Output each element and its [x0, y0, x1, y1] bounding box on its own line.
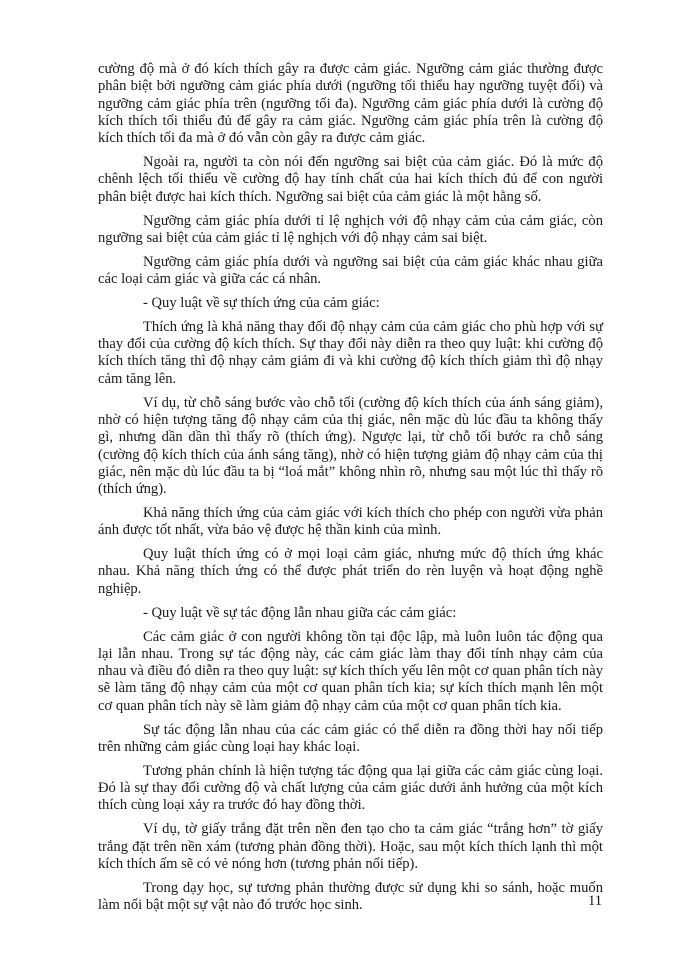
- paragraph-adaptation-benefit: Khả năng thích ứng của cảm giác với kích thích cho phép con người vừa phản ánh được tốt nhất, vừa bảo vệ được hệ thần kinh của mình.: [98, 504, 603, 539]
- paragraph-contrast-teaching: Trong dạy học, sự tương phản thường được sử dụng khi so sánh, hoặc muốn làm nổi bật một sự vật nào đó trước học sinh.: [98, 879, 603, 914]
- paragraph-contrast-example: Ví dụ, tờ giấy trắng đặt trên nền đen tạo cho ta cảm giác “trắng hơn” tờ giấy trắng đặt trên nền xám (tương phản đồng thời). Hoặc, sau một kích thích lạnh thì một kích thích ấm sẽ có vẻ nóng hơn (tương phản nối tiếp).: [98, 821, 603, 872]
- heading-adaptation-law: - Quy luật về sự thích ứng của cảm giác:: [143, 294, 380, 311]
- paragraph-continuation: cường độ mà ở đó kích thích gây ra được cảm giác. Ngưỡng cảm giác thường được phân biệt bởi ngưỡng cảm giác phía dưới (ngưỡng tối thiểu hay ngưỡng tuyệt đối) và ngưỡng cảm giác phía trên (ngưỡng tối đa). Ngưỡng cảm giác phía dưới là cường độ kích thích tối thiểu đủ để gây ra cảm giác. Ngưỡng cảm giác phía trên là cường độ kích thích tối đa mà ở đó vẫn còn gây ra được cảm giác.: [98, 61, 603, 147]
- paragraph-interaction-definition: Các cảm giác ở con người không tồn tại độc lập, mà luôn luôn tác động qua lại lẫn nhau. Trong sự tác động này, các cảm giác làm thay đổi tính nhạy cảm của nhau và điều đó diễn ra theo quy luật: sự kích thích yếu lên một cơ quan phân tích này sẽ làm tăng độ nhạy cảm của một cơ quan phân tích kia; sự kích thích mạnh lên một cơ quan phân tích này sẽ làm giảm độ nhạy cảm của một cơ quan phân tích kia.: [98, 628, 603, 714]
- paragraph-interaction-timing: Sự tác động lẫn nhau của các cảm giác có thể diễn ra đồng thời hay nối tiếp trên những cảm giác cùng loại hay khác loại.: [98, 721, 603, 755]
- paragraph-differential-threshold: Ngoài ra, người ta còn nói đến ngưỡng sai biệt của cảm giác. Đó là mức độ chênh lệch tối thiểu về cường độ hay tính chất của hai kích thích đủ để con người phân biệt được hai kích thích. Ngưỡng sai biệt của cảm giác là một hằng số.: [98, 154, 603, 205]
- document-page: [98, 61, 603, 921]
- paragraph-adaptation-training: Quy luật thích ứng có ở mọi loại cảm giác, nhưng mức độ thích ứng khác nhau. Khả năng thích ứng có thể được phát triển do rèn luyện và hoạt động nghề nghiệp.: [98, 546, 603, 597]
- paragraph-adaptation-definition: Thích ứng là khả năng thay đổi độ nhạy cảm của cảm giác cho phù hợp với sự thay đổi của cường độ kích thích. Sự thay đổi này diễn ra theo quy luật: khi cường độ kích thích tăng thì độ nhạy cảm giảm đi và khi cường độ kích thích giảm thì độ nhạy cảm tăng lên.: [98, 318, 603, 387]
- paragraph-threshold-individual: Ngưỡng cảm giác phía dưới và ngưỡng sai biệt của cảm giác khác nhau giữa các loại cảm giác và giữa các cá nhân.: [98, 253, 603, 288]
- paragraph-adaptation-example: Ví dụ, từ chỗ sáng bước vào chỗ tối (cường độ kích thích của ánh sáng giảm), nhờ có hiện tượng tăng độ nhạy cảm của thị giác, nên mặc dù lúc đầu ta không thấy gì, nhưng dần dần thì thấy rõ (thích ứng). Ngược lại, từ chỗ tối bước ra chỗ sáng (cường độ kích thích của ánh sáng tăng), nhờ có hiện tượng giảm độ nhạy cảm của thị giác, nên mặc dù lúc đầu ta bị “loá mắt” không nhìn rõ, nhưng sau một lúc thì thấy rõ (thích ứng).: [98, 394, 603, 498]
- heading-interaction-law: - Quy luật về sự tác động lẫn nhau giữa các cảm giác:: [143, 604, 457, 621]
- paragraph-threshold-sensitivity: Ngưỡng cảm giác phía dưới tỉ lệ nghịch với độ nhạy cảm của cảm giác, còn ngưỡng sai biệt của cảm giác tỉ lệ nghịch với độ nhạy cảm sai biệt.: [98, 212, 603, 246]
- page-number: 11: [588, 893, 603, 909]
- paragraph-contrast-definition: Tương phản chính là hiện tượng tác động qua lại giữa các cảm giác cùng loại. Đó là sự thay đổi cường độ và chất lượng của cảm giác dưới ảnh hưởng của một kích thích cùng loại xảy ra trước đó hay đồng thời.: [98, 762, 603, 814]
